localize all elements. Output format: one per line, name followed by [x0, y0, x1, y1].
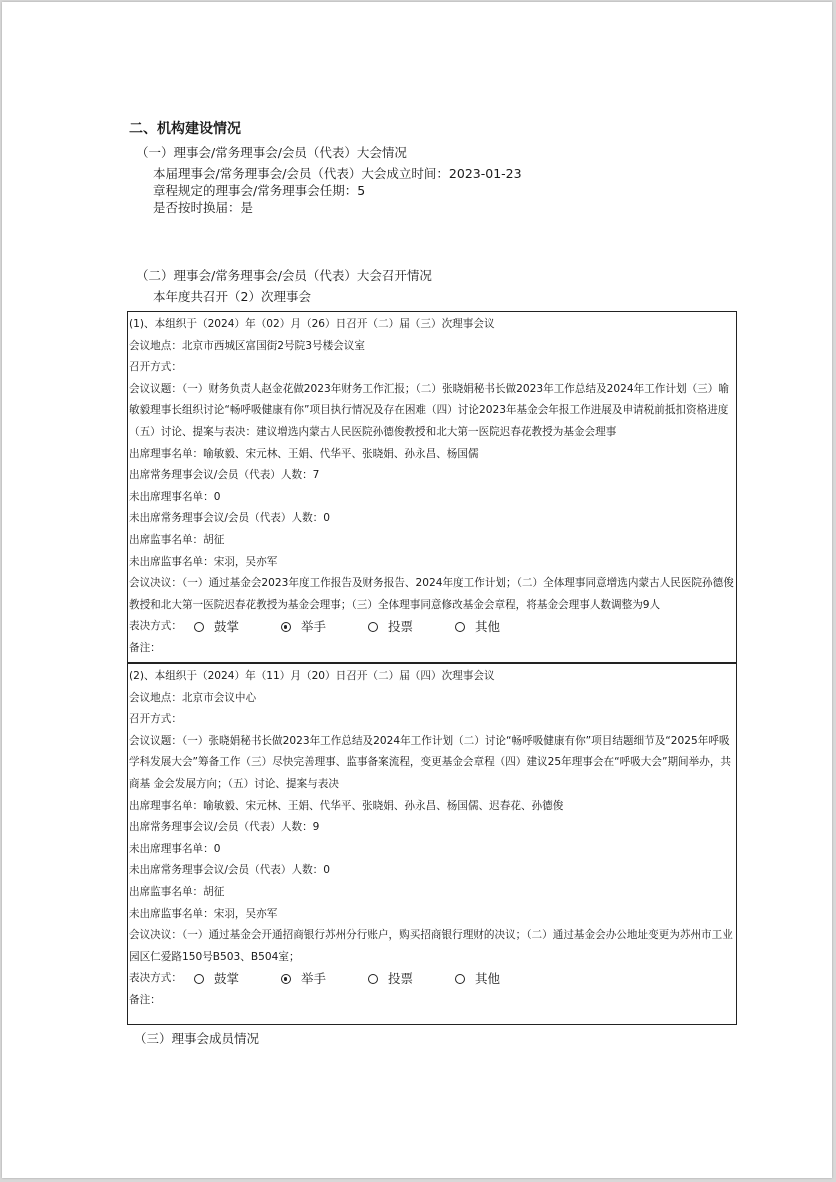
absent-list: 未出席理事名单：0 [129, 842, 221, 855]
meeting-location: 会议地点：北京市西城区富国街2号院3号楼会议室 [129, 339, 365, 352]
vote-option-ballot[interactable]: 投票 [368, 616, 413, 638]
meeting-header: (1)、本组织于（2024）年（02）月（26）日召开（二）届（三）次理事会议 [129, 318, 495, 330]
meeting-topics: 会议议题：（一）财务负责人赵金花做2023年财务工作汇报；（二）张晓娟秘书长做2023年工作总结及2024年工作计划（三）喻敏毅理事长组织讨论“畅呼吸健康有你”项目执行情况及存在困难（四）讨论2023年基金会年报工作进展及申请税前抵扣资格进度（五）讨论、提案与表决：建议增选内蒙古人民医院孙德俊教授和北大第一医院迟春花教授为基金会理事 [129, 382, 729, 438]
vote-option-applause[interactable]: 鼓掌 [194, 968, 239, 990]
radio-unselected-icon [194, 622, 204, 632]
meeting-block-2 [127, 663, 737, 1025]
vote-option-hands[interactable]: 举手 [281, 616, 326, 638]
section-title: 二、机构建设情况 [129, 121, 241, 137]
vote-option-other[interactable]: 其他 [455, 616, 500, 638]
vote-method [129, 968, 736, 990]
meeting-method: 召开方式： [129, 713, 182, 726]
radio-unselected-icon [455, 974, 465, 984]
vote-option-ballot[interactable]: 投票 [368, 968, 413, 990]
supervisors-absent: 未出席监事名单：宋羽，吴亦军 [129, 907, 278, 920]
meeting-topics: 会议议题：（一）张晓娟秘书长做2023年工作总结及2024年工作计划（二）讨论“畅呼吸健康有你”项目结题细节及“2025年呼吸学科发展大会”筹备工作（三）尽快完善理事、监事备案流程，变更基金会章程（四）建议25年理事会在“呼吸大会”期间举办，共商基 金会发展方向；（五）讨论、提案与表决 [129, 734, 732, 790]
meeting-block-1 [127, 311, 737, 663]
attending-count: 出席常务理事会议/会员（代表）人数：7 [129, 469, 320, 482]
meeting-resolutions: 会议决议：（一）通过基金会开通招商银行苏州分行账户，购买招商银行理财的决议；（二）通过基金会办公地址变更为苏州市工业园区仁爱路150号B503、B504室； [129, 929, 733, 963]
supervisors-present: 出席监事名单：胡征 [129, 885, 225, 898]
meetings-summary: 本年度共召开（2）次理事会 [153, 289, 311, 304]
radio-unselected-icon [455, 622, 465, 632]
on-time-line: 是否按时换届：是 [153, 200, 254, 215]
supervisors-present: 出席监事名单：胡征 [129, 533, 225, 546]
document-page [2, 2, 832, 1178]
radio-unselected-icon [194, 974, 204, 984]
meeting-method: 召开方式： [129, 361, 182, 374]
subsection-2-title: （二）理事会/常务理事会/会员（代表）大会召开情况 [136, 268, 432, 283]
meeting-notes: 备注： [129, 993, 161, 1006]
radio-unselected-icon [368, 622, 378, 632]
subsection-1-title: （一）理事会/常务理事会/会员（代表）大会情况 [136, 145, 407, 160]
radio-unselected-icon [368, 974, 378, 984]
absent-list: 未出席理事名单：0 [129, 490, 221, 503]
absent-count: 未出席常务理事会议/会员（代表）人数：0 [129, 512, 330, 525]
absent-count: 未出席常务理事会议/会员（代表）人数：0 [129, 864, 330, 877]
vote-option-applause[interactable]: 鼓掌 [194, 616, 239, 638]
attendees-list: 出席理事名单：喻敏毅、宋元林、王娟、代华平、张晓娟、孙永昌、杨国儒、迟春花、孙德俊 [129, 799, 564, 812]
meeting-header: (2)、本组织于（2024）年（11）月（20）日召开（二）届（四）次理事会议 [129, 670, 495, 682]
subsection-3-title: （三）理事会成员情况 [134, 1031, 260, 1046]
attending-count: 出席常务理事会议/会员（代表）人数：9 [129, 821, 320, 834]
meeting-resolutions: 会议决议：（一）通过基金会2023年度工作报告及财务报告、2024年度工作计划；（二）全体理事同意增选内蒙古人民医院孙德俊教授和北大第一医院迟春花教授为基金会理事；（三）全体理事同意修改基金会章程，将基金会理事人数调整为9人 [129, 577, 734, 611]
vote-option-other[interactable]: 其他 [455, 968, 500, 990]
founding-date-line: 本届理事会/常务理事会/会员（代表）大会成立时间：2023-01-23 [153, 166, 522, 181]
radio-selected-icon [281, 622, 291, 632]
vote-method [129, 616, 736, 638]
supervisors-absent: 未出席监事名单：宋羽，吴亦军 [129, 555, 278, 568]
meeting-location: 会议地点：北京市会议中心 [129, 691, 257, 704]
meeting-notes: 备注： [129, 641, 161, 654]
vote-option-hands[interactable]: 举手 [281, 968, 326, 990]
attendees-list: 出席理事名单：喻敏毅、宋元林、王娟、代华平、张晓娟、孙永昌、杨国儒 [129, 447, 479, 460]
vote-label: 表决方式： [129, 972, 182, 985]
vote-label: 表决方式： [129, 620, 182, 633]
radio-selected-icon [281, 974, 291, 984]
term-line: 章程规定的理事会/常务理事会任期：5 [153, 183, 366, 198]
